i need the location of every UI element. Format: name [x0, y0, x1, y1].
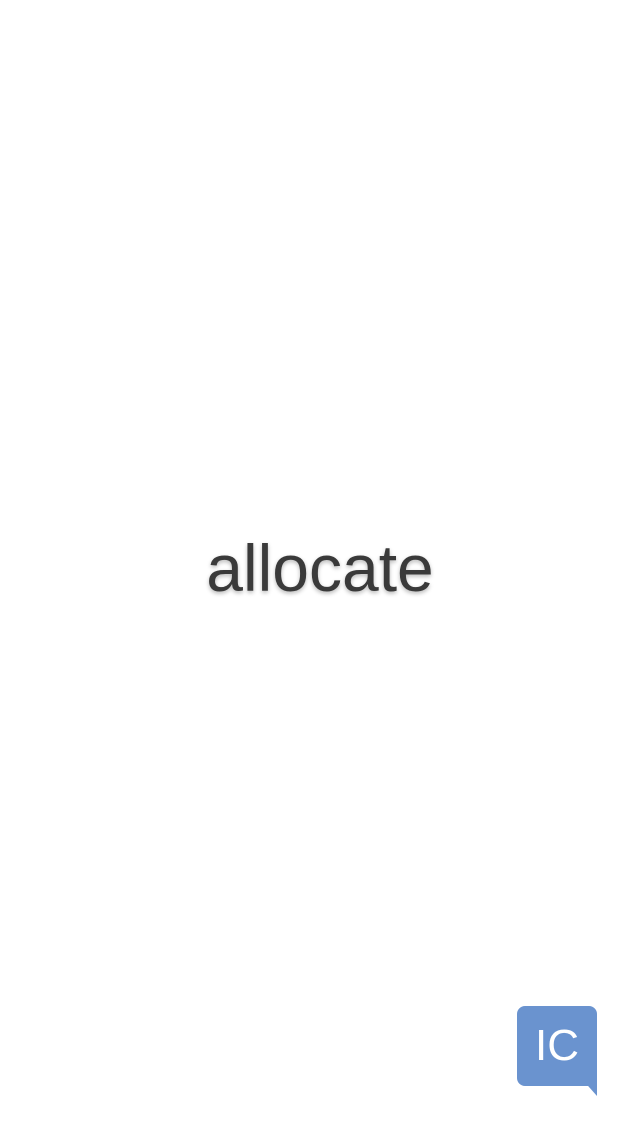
splash-word: allocate	[206, 531, 434, 605]
ic-logo-badge[interactable]	[517, 1006, 597, 1086]
speech-bubble-tail-icon	[581, 1078, 597, 1096]
ic-logo-label: IC	[517, 1006, 597, 1086]
